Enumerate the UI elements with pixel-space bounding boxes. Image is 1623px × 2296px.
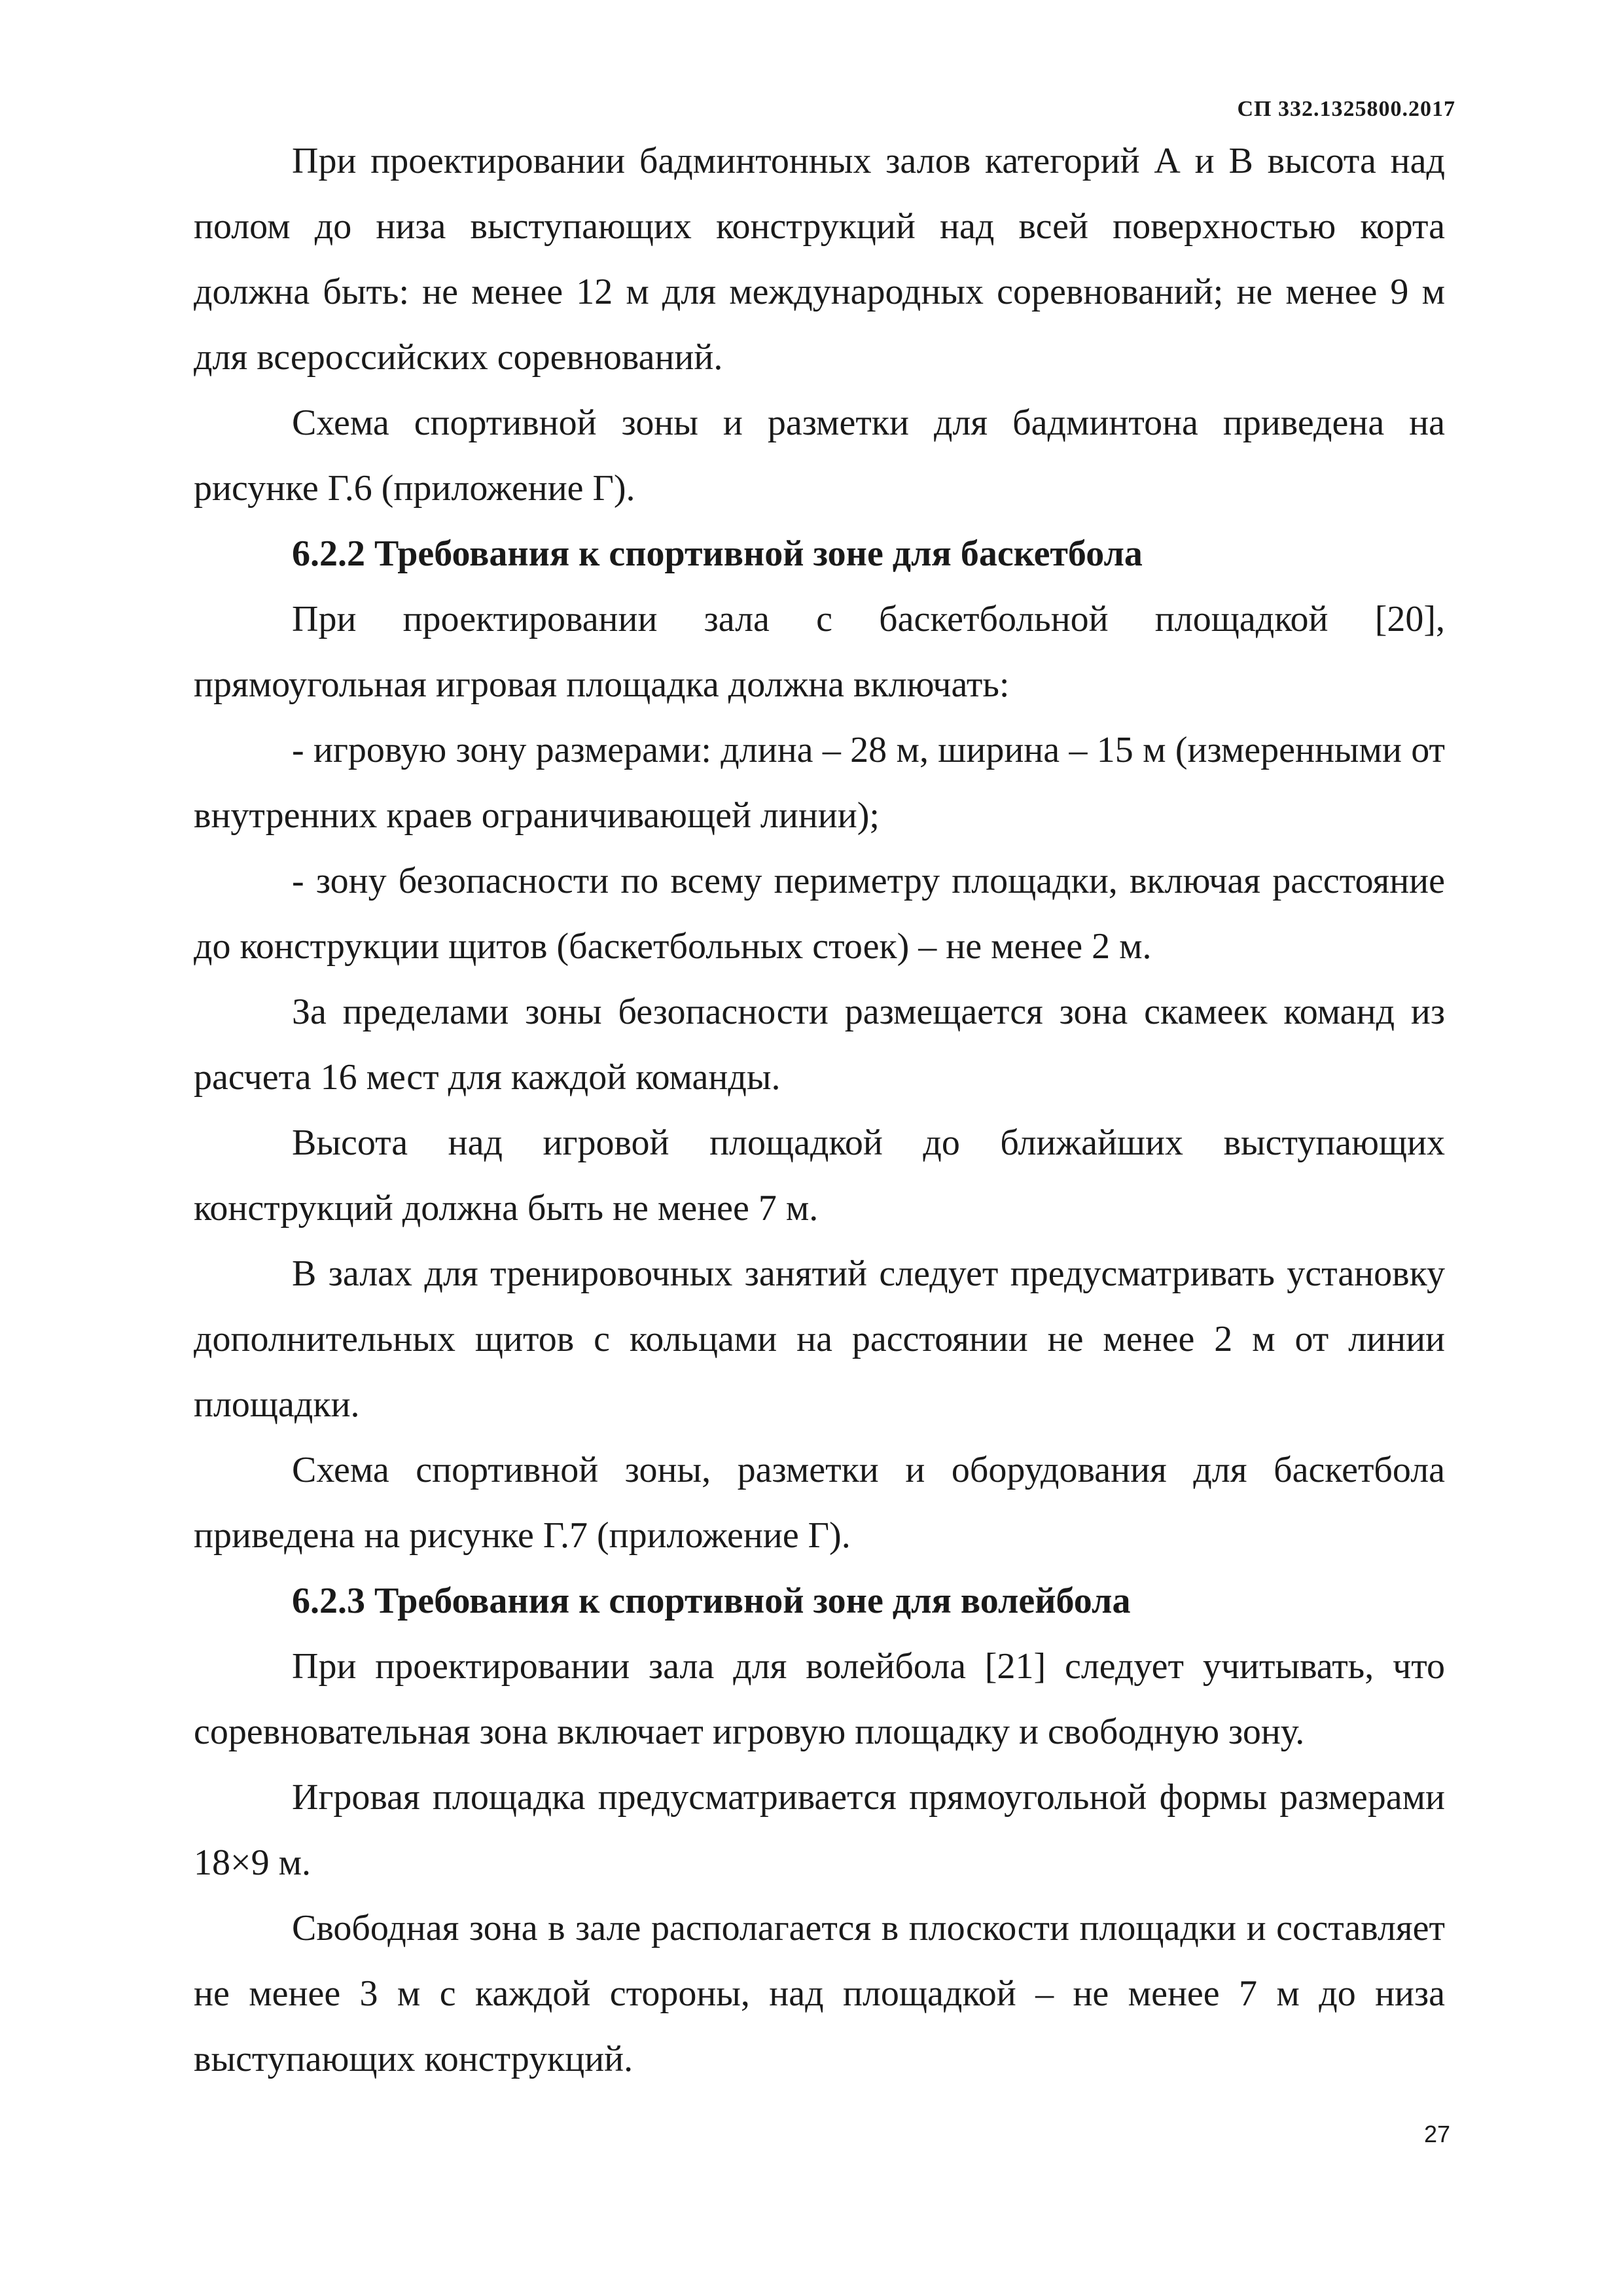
paragraph-volleyball-court-size: Игровая площадка предусматривается прямоугольной формы размерами 18×9 м. — [194, 1777, 1445, 1883]
paragraph-basketball-intro: При проектировании зала с баскетбольной площадкой [20], прямоугольная игровая площадка должна включать: — [194, 599, 1445, 705]
paragraph-bench-zone: За пределами зоны безопасности размещается зона скамеек команд из расчета 16 мест для каждой команды. — [194, 992, 1445, 1098]
paragraph-training-halls: В залах для тренировочных занятий следует предусматривать установку дополнительных щитов с кольцами на расстоянии не менее 2 м от линии площадки. — [194, 1253, 1445, 1425]
page-number: 27 — [1423, 2121, 1450, 2147]
list-item-safety-zone: - зону безопасности по всему периметру площадки, включая расстояние до конструкции щитов (баскетбольных стоек) – не менее 2 м. — [194, 861, 1445, 967]
paragraph-basketball-scheme: Схема спортивной зоны, разметки и оборудования для баскетбола приведена на рисунке Г.7 (приложение Г). — [194, 1450, 1445, 1556]
paragraph-free-zone: Свободная зона в зале располагается в плоскости площадки и составляет не менее 3 м с каждой стороны, над площадкой – не менее 7 м до низа выступающих конструкций. — [194, 1908, 1445, 2079]
paragraph-volleyball-intro: При проектировании зала для волейбола [21] следует учитывать, что соревновательная зона включает игровую площадку и свободную зону. — [194, 1646, 1445, 1752]
section-heading-volleyball: 6.2.3 Требования к спортивной зоне для волейбола — [292, 1581, 1131, 1621]
paragraph-basketball-height: Высота над игровой площадкой до ближайших выступающих конструкций должна быть не менее 7 м. — [194, 1122, 1445, 1229]
paragraph-badminton-height: При проектировании бадминтонных залов категорий А и В высота над полом до низа выступающих конструкций над всей поверхностью корта должна быть: не менее 12 м для международных соревнований; не менее 9 м для всероссийских соревнований. — [194, 141, 1445, 378]
list-item-game-zone: - игровую зону размерами: длина – 28 м, ширина – 15 м (измеренными от внутренних краев ограничивающей линии); — [194, 730, 1445, 836]
page-body — [194, 128, 1445, 2092]
document-code: СП 332.1325800.2017 — [1237, 97, 1455, 121]
section-heading-basketball: 6.2.2 Требования к спортивной зоне для баскетбола — [292, 533, 1143, 574]
paragraph-badminton-scheme: Схема спортивной зоны и разметки для бадминтона приведена на рисунке Г.6 (приложение Г). — [194, 403, 1445, 509]
